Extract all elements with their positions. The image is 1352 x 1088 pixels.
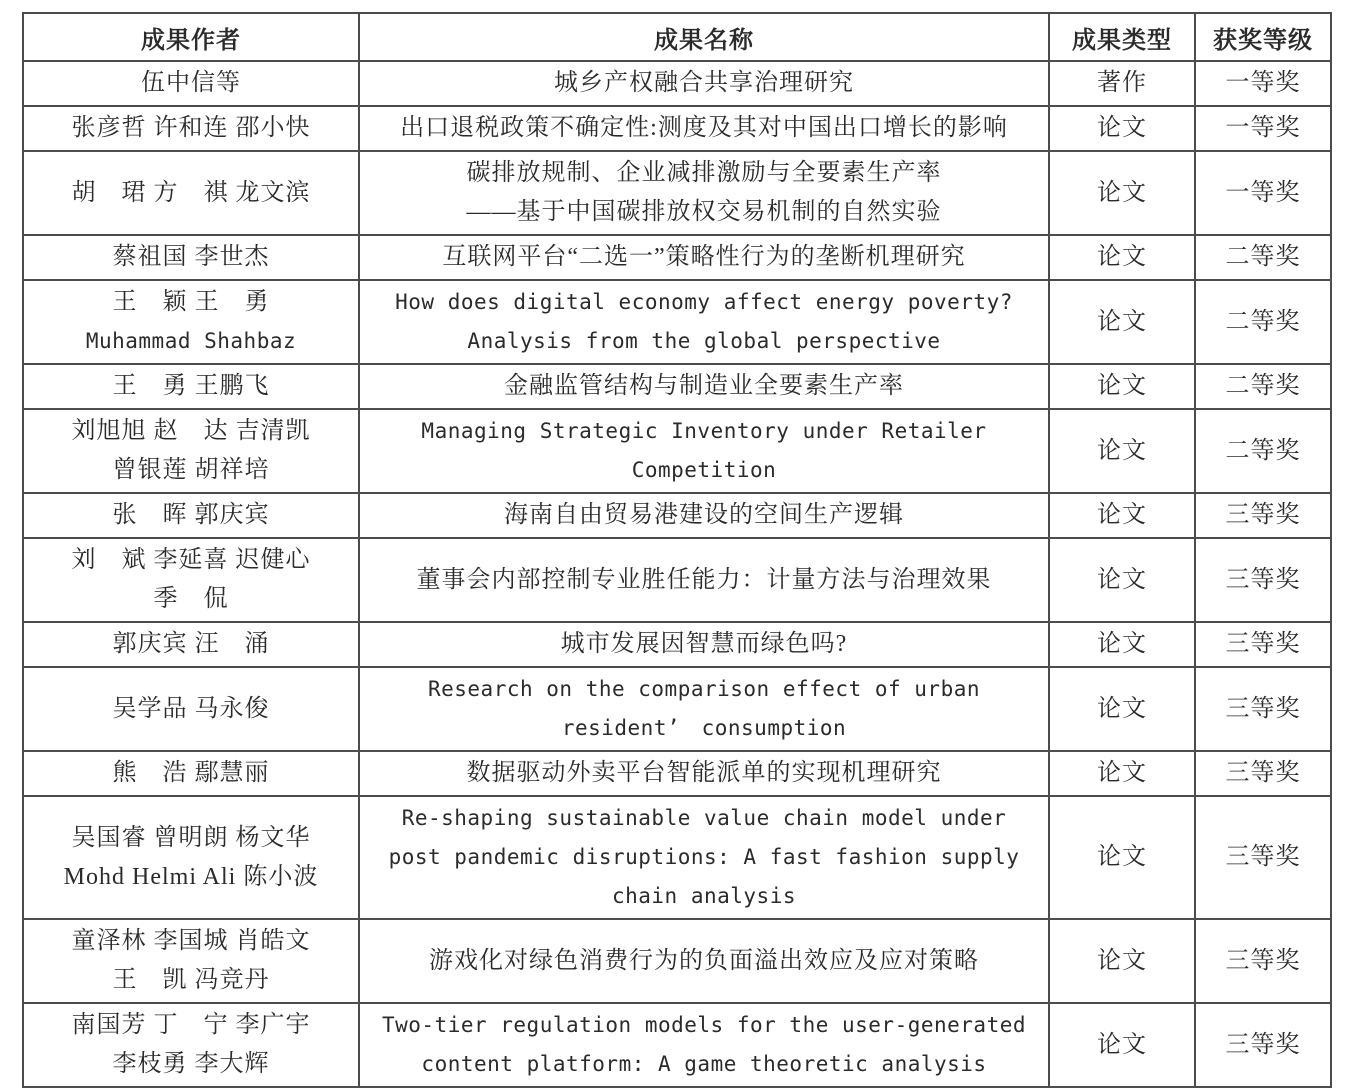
- title-line: Research on the comparison effect of urban: [427, 677, 980, 701]
- author-line: 蔡祖国 李世杰: [112, 244, 270, 270]
- type-cell-value: 论文: [1097, 244, 1147, 270]
- award-cell-value: 三等奖: [1225, 695, 1301, 722]
- title-line: 金融监管结构与制造业全要素生产率: [504, 373, 904, 399]
- title-line: content platform: A game theoretic analysis: [421, 1052, 987, 1076]
- title-line: Managing Strategic Inventory under Retailer: [421, 419, 987, 443]
- title-line: Re-shaping sustainable value chain model under: [401, 806, 1007, 830]
- table-row: [23, 1003, 1331, 1087]
- header-title: 成果名称: [359, 13, 1049, 61]
- title-line: 海南自由贸易港建设的空间生产逻辑: [504, 502, 904, 528]
- type-cell: [1049, 61, 1195, 106]
- award-cell: [1195, 751, 1331, 796]
- award-cell: [1195, 151, 1331, 235]
- title-cell: [359, 106, 1049, 151]
- title-cell: [359, 1003, 1049, 1087]
- type-cell-value: 论文: [1097, 566, 1147, 593]
- award-cell: [1195, 667, 1331, 751]
- authors-cell: [23, 796, 359, 919]
- title-line: 城市发展因智慧而绿色吗?: [560, 631, 848, 657]
- award-cell: [1195, 1003, 1331, 1087]
- award-cell: [1195, 364, 1331, 409]
- author-line: 吴学品 马永俊: [112, 695, 270, 722]
- type-cell-value: 论文: [1097, 695, 1147, 722]
- type-cell: [1049, 364, 1195, 409]
- title-cell: [359, 151, 1049, 235]
- award-cell-value: 三等奖: [1225, 844, 1301, 870]
- type-cell: [1049, 493, 1195, 538]
- authors-cell: [23, 61, 359, 106]
- authors-cell: [23, 1003, 359, 1087]
- award-cell: [1195, 235, 1331, 280]
- type-cell: [1049, 751, 1195, 796]
- title-cell: [359, 493, 1049, 538]
- authors-cell: [23, 919, 359, 1003]
- title-line: How does digital economy affect energy poverty?: [395, 290, 1013, 314]
- authors-cell: [23, 280, 359, 364]
- award-cell-value: 二等奖: [1225, 373, 1301, 399]
- award-cell-value: 三等奖: [1225, 760, 1301, 786]
- author-line: 吴国睿 曾明朗 杨文华: [71, 824, 311, 851]
- author-line: 胡 珺 方 祺 龙文滨: [71, 179, 311, 206]
- title-cell: [359, 751, 1049, 796]
- type-cell-value: 论文: [1097, 844, 1147, 870]
- table-row: [23, 235, 1331, 280]
- title-cell: [359, 796, 1049, 919]
- author-line: 季 侃: [153, 586, 229, 612]
- author-line: 王 颖 王 勇: [112, 289, 270, 315]
- type-cell: [1049, 409, 1195, 493]
- table-row: [23, 622, 1331, 667]
- type-cell-value: 论文: [1097, 308, 1147, 335]
- type-cell: [1049, 796, 1195, 919]
- award-cell-value: 三等奖: [1225, 947, 1301, 974]
- award-cell-value: 二等奖: [1225, 437, 1301, 464]
- table-row: [23, 538, 1331, 622]
- authors-cell: [23, 106, 359, 151]
- title-line: 数据驱动外卖平台智能派单的实现机理研究: [466, 760, 942, 786]
- award-cell-value: 三等奖: [1225, 566, 1301, 593]
- title-line: 碳排放规制、企业减排激励与全要素生产率: [466, 160, 942, 186]
- award-cell-value: 二等奖: [1225, 244, 1301, 270]
- title-line: 互联网平台“二选一”策略性行为的垄断机理研究: [442, 244, 966, 270]
- author-line: 张彦哲 许和连 邵小快: [71, 115, 311, 141]
- title-line: ——基于中国碳排放权交易机制的自然实验: [466, 199, 942, 225]
- title-line: 游戏化对绿色消费行为的负面溢出效应及应对策略: [429, 947, 979, 974]
- award-cell: [1195, 919, 1331, 1003]
- authors-cell: [23, 751, 359, 796]
- author-line: 刘旭旭 赵 达 吉清凯: [71, 418, 311, 444]
- header-authors: 成果作者: [23, 13, 359, 61]
- award-cell-value: 三等奖: [1225, 1031, 1301, 1058]
- authors-cell: [23, 667, 359, 751]
- type-cell: [1049, 235, 1195, 280]
- title-cell: [359, 235, 1049, 280]
- header-type: 成果类型: [1049, 13, 1195, 61]
- author-line: 王 凯 冯竞丹: [112, 967, 270, 993]
- title-line: Competition: [631, 458, 777, 482]
- award-cell: [1195, 61, 1331, 106]
- authors-cell: [23, 364, 359, 409]
- authors-cell: [23, 538, 359, 622]
- type-cell: [1049, 1003, 1195, 1087]
- title-line: 董事会内部控制专业胜任能力：计量方法与治理效果: [416, 566, 992, 593]
- type-cell-value: 论文: [1097, 115, 1147, 141]
- award-cell: [1195, 538, 1331, 622]
- type-cell: [1049, 919, 1195, 1003]
- table-row: [23, 667, 1331, 751]
- author-line: Mohd Helmi Ali 陈小波: [63, 863, 319, 890]
- author-line: Muhammad Shahbaz: [85, 329, 297, 353]
- table-row: [23, 106, 1331, 151]
- type-cell-value: 著作: [1097, 70, 1147, 96]
- award-cell: [1195, 106, 1331, 151]
- title-cell: [359, 280, 1049, 364]
- author-line: 南国芳 丁 宁 李广宇: [71, 1012, 311, 1038]
- table-row: [23, 280, 1331, 364]
- table-row: [23, 493, 1331, 538]
- type-cell: [1049, 538, 1195, 622]
- table-row: [23, 796, 1331, 919]
- table-row: [23, 409, 1331, 493]
- award-cell-value: 一等奖: [1225, 115, 1301, 141]
- author-line: 王 勇 王鹏飞: [112, 373, 270, 399]
- type-cell-value: 论文: [1097, 631, 1147, 657]
- type-cell: [1049, 667, 1195, 751]
- table-row: [23, 919, 1331, 1003]
- award-cell: [1195, 493, 1331, 538]
- title-cell: [359, 61, 1049, 106]
- title-cell: [359, 538, 1049, 622]
- author-line: 曾银莲 胡祥培: [112, 457, 270, 483]
- award-cell: [1195, 622, 1331, 667]
- author-line: 伍中信等: [141, 70, 241, 96]
- title-cell: [359, 622, 1049, 667]
- table-row: [23, 61, 1331, 106]
- award-cell-value: 三等奖: [1225, 502, 1301, 528]
- author-line: 李枝勇 李大辉: [112, 1051, 270, 1077]
- award-cell-value: 三等奖: [1225, 631, 1301, 657]
- type-cell-value: 论文: [1097, 373, 1147, 399]
- table-row: [23, 751, 1331, 796]
- title-line: Analysis from the global perspective: [467, 329, 941, 353]
- author-line: 刘 斌 李延喜 迟健心: [71, 547, 311, 573]
- author-line: 童泽林 李国城 肖皓文: [71, 928, 311, 954]
- award-cell: [1195, 796, 1331, 919]
- title-cell: [359, 409, 1049, 493]
- type-cell-value: 论文: [1097, 179, 1147, 206]
- authors-cell: [23, 409, 359, 493]
- award-cell-value: 一等奖: [1225, 179, 1301, 206]
- author-line: 熊 浩 鄢慧丽: [112, 760, 270, 786]
- award-cell: [1195, 409, 1331, 493]
- author-line: 郭庆宾 汪 涌: [112, 631, 270, 657]
- table-row: [23, 364, 1331, 409]
- title-line: 城乡产权融合共享治理研究: [554, 70, 854, 96]
- title-line: chain analysis: [611, 884, 796, 908]
- authors-cell: [23, 151, 359, 235]
- type-cell-value: 论文: [1097, 502, 1147, 528]
- type-cell: [1049, 622, 1195, 667]
- type-cell-value: 论文: [1097, 760, 1147, 786]
- type-cell-value: 论文: [1097, 1031, 1147, 1058]
- type-cell: [1049, 280, 1195, 364]
- title-cell: [359, 919, 1049, 1003]
- type-cell-value: 论文: [1097, 947, 1147, 974]
- title-cell: [359, 364, 1049, 409]
- awards-table: [22, 12, 1332, 1088]
- award-cell-value: 一等奖: [1225, 70, 1301, 96]
- header-award: 获奖等级: [1195, 13, 1331, 61]
- table-row: [23, 151, 1331, 235]
- type-cell-value: 论文: [1097, 437, 1147, 464]
- authors-cell: [23, 235, 359, 280]
- title-line: resident’ consumption: [561, 716, 847, 740]
- award-cell: [1195, 280, 1331, 364]
- author-line: 张 晖 郭庆宾: [112, 502, 270, 528]
- title-line: Two-tier regulation models for the user-generated: [381, 1013, 1026, 1037]
- type-cell: [1049, 106, 1195, 151]
- title-cell: [359, 667, 1049, 751]
- title-line: post pandemic disruptions: A fast fashion supply: [388, 845, 1020, 869]
- authors-cell: [23, 493, 359, 538]
- authors-cell: [23, 622, 359, 667]
- award-cell-value: 二等奖: [1225, 308, 1301, 335]
- type-cell: [1049, 151, 1195, 235]
- title-line: 出口退税政策不确定性:测度及其对中国出口增长的影响: [400, 115, 1008, 141]
- header-row: [23, 13, 1331, 61]
